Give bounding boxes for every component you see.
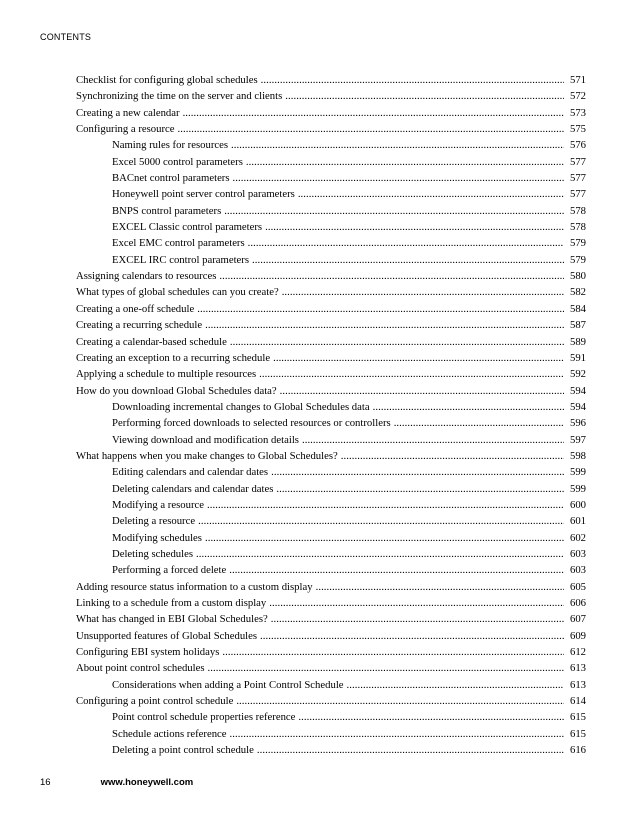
toc-dot-leader: [266, 595, 564, 611]
toc-entry-page: 592: [569, 368, 586, 381]
toc-entry[interactable]: [76, 366, 586, 382]
toc-entry-title: Modifying schedules: [112, 531, 202, 544]
toc-entry-title: BACnet control parameters: [112, 172, 230, 185]
toc-entry[interactable]: [76, 726, 586, 742]
toc-entry-page: 615: [569, 711, 586, 724]
toc-entry[interactable]: [76, 513, 586, 529]
toc-entry-title: Considerations when adding a Point Control Schedule: [112, 678, 344, 691]
toc-entry[interactable]: [76, 72, 586, 88]
toc-dot-leader: [256, 366, 564, 382]
toc-dot-leader: [202, 317, 564, 333]
toc-entry-title: Deleting a resource: [112, 515, 196, 528]
toc-dot-leader: [249, 252, 564, 268]
toc-entry-title: EXCEL IRC control parameters: [112, 253, 250, 266]
footer-page-number: 16: [40, 777, 51, 788]
toc-entry-title: Creating a one-off schedule: [76, 302, 195, 315]
toc-entry-page: 613: [569, 678, 586, 691]
toc-dot-leader: [193, 546, 564, 562]
toc-entry[interactable]: [76, 383, 586, 399]
toc-dot-leader: [221, 203, 564, 219]
toc-entry-page: 589: [569, 335, 586, 348]
toc-dot-leader: [262, 219, 564, 235]
toc-entry-page: 578: [569, 221, 586, 234]
toc-dot-leader: [370, 399, 564, 415]
toc-entry-title: Modifying a resource: [112, 498, 205, 511]
toc-entry[interactable]: [76, 579, 586, 595]
toc-entry-page: 573: [569, 106, 586, 119]
toc-entry-title: Linking to a schedule from a custom display: [76, 597, 267, 609]
toc-entry-page: 598: [569, 449, 586, 462]
toc-entry[interactable]: [76, 415, 586, 431]
toc-entry-page: 614: [569, 695, 586, 708]
page-footer: [40, 777, 193, 788]
toc-dot-leader: [282, 88, 564, 104]
toc-entry-title: Configuring a point control schedule: [76, 695, 234, 708]
toc-entry[interactable]: [76, 284, 586, 300]
toc-dot-leader: [219, 644, 564, 660]
toc-entry-title: About point control schedules: [76, 662, 205, 675]
toc-entry-title: What has changed in EBI Global Schedules?: [76, 613, 268, 626]
toc-entry[interactable]: [76, 660, 586, 676]
toc-entry-title: Performing a forced delete: [112, 564, 227, 577]
toc-entry-title: What happens when you make changes to Global Schedules?: [76, 449, 338, 462]
toc-entry-page: 607: [569, 613, 586, 626]
toc-entry[interactable]: [76, 693, 586, 709]
toc-entry[interactable]: [76, 105, 586, 121]
toc-entry-page: 571: [569, 74, 586, 86]
toc-entry-page: 577: [569, 188, 586, 201]
toc-dot-leader: [295, 186, 564, 202]
toc-dot-leader: [313, 579, 564, 595]
toc-entry-title: Performing forced downloads to selected resources or controllers: [112, 417, 391, 430]
toc-entry-page: 603: [569, 547, 586, 560]
toc-entry-page: 577: [569, 155, 586, 168]
toc-entry-title: Unsupported features of Global Schedules: [76, 629, 258, 642]
running-header: CONTENTS: [40, 32, 92, 42]
toc-entry-page: 601: [569, 515, 586, 528]
toc-entry-title: Assigning calendars to resources: [76, 270, 217, 283]
toc-entry-page: 594: [569, 384, 586, 397]
toc-entry[interactable]: [76, 481, 586, 497]
toc-entry[interactable]: [76, 317, 586, 333]
toc-dot-leader: [195, 513, 564, 529]
toc-entry-page: 578: [569, 204, 586, 217]
toc-entry-title: Naming rules for resources: [112, 139, 229, 152]
toc-entry[interactable]: [76, 252, 586, 268]
toc-entry[interactable]: [76, 219, 586, 235]
toc-entry[interactable]: [76, 137, 586, 153]
toc-entry-page: 591: [569, 351, 586, 364]
toc-entry-page: 594: [569, 400, 586, 413]
toc-entry[interactable]: [76, 154, 586, 170]
toc-entry-title: Deleting a point control schedule: [112, 744, 254, 757]
toc-dot-leader: [202, 530, 564, 546]
toc-entry-title: Editing calendars and calendar dates: [112, 466, 269, 479]
toc-entry-title: Viewing download and modification details: [112, 433, 299, 446]
toc-entry-page: 579: [569, 253, 586, 266]
toc-entry-page: 599: [569, 466, 586, 479]
toc-entry[interactable]: [76, 121, 586, 137]
toc-dot-leader: [338, 448, 564, 464]
toc-dot-leader: [228, 137, 564, 153]
toc-dot-leader: [391, 415, 564, 431]
toc-entry-page: 609: [569, 629, 586, 642]
toc-dot-leader: [205, 660, 564, 676]
toc-dot-leader: [227, 726, 564, 742]
toc-entry-page: 616: [569, 744, 586, 757]
toc-entry-page: 582: [569, 286, 586, 299]
toc-dot-leader: [226, 562, 564, 578]
toc-dot-leader: [257, 628, 564, 644]
toc-dot-leader: [258, 72, 564, 88]
toc-entry[interactable]: [76, 562, 586, 578]
toc-entry-title: Honeywell point server control parameters: [112, 188, 295, 201]
toc-entry-title: Configuring a resource: [76, 123, 175, 136]
toc-entry[interactable]: [76, 709, 586, 725]
toc-dot-leader: [233, 693, 564, 709]
toc-entry-page: 597: [569, 433, 586, 446]
toc-entry-title: Creating a recurring schedule: [76, 319, 203, 332]
toc-entry[interactable]: [76, 611, 586, 627]
toc-entry[interactable]: [76, 88, 586, 104]
table-of-contents: [76, 72, 586, 758]
footer-url: www.honeywell.com: [100, 777, 194, 788]
toc-entry-title: Configuring EBI system holidays: [76, 646, 220, 659]
toc-entry-page: 576: [569, 139, 586, 152]
toc-entry-page: 612: [569, 646, 586, 659]
toc-entry-title: Creating a calendar-based schedule: [76, 335, 227, 348]
toc-dot-leader: [216, 268, 564, 284]
toc-entry-page: 587: [569, 319, 586, 332]
toc-entry-title: Schedule actions reference: [112, 727, 227, 740]
toc-entry-page: 599: [569, 482, 586, 495]
toc-entry[interactable]: [76, 644, 586, 660]
toc-entry[interactable]: [76, 530, 586, 546]
toc-entry-title: Applying a schedule to multiple resources: [76, 368, 257, 381]
toc-entry-title: Adding resource status information to a custom display: [76, 580, 313, 593]
toc-entry[interactable]: [76, 235, 586, 251]
toc-dot-leader: [254, 742, 564, 758]
toc-dot-leader: [243, 154, 564, 170]
toc-dot-leader: [295, 709, 564, 725]
toc-dot-leader: [344, 677, 564, 693]
toc-entry-title: Excel 5000 control parameters: [112, 155, 243, 168]
toc-entry[interactable]: [76, 448, 586, 464]
toc-entry-title: How do you download Global Schedules data?: [76, 384, 277, 397]
toc-entry-page: 575: [569, 123, 586, 136]
toc-entry-title: Excel EMC control parameters: [112, 237, 245, 250]
toc-entry[interactable]: [76, 203, 586, 219]
toc-dot-leader: [268, 611, 564, 627]
toc-dot-leader: [299, 432, 564, 448]
toc-dot-leader: [180, 105, 564, 121]
toc-entry[interactable]: [76, 432, 586, 448]
toc-entry[interactable]: [76, 628, 586, 644]
toc-entry[interactable]: [76, 677, 586, 693]
toc-entry[interactable]: [76, 595, 586, 611]
toc-entry-page: 579: [569, 237, 586, 250]
toc-dot-leader: [230, 170, 564, 186]
toc-entry-page: 580: [569, 270, 586, 283]
toc-entry[interactable]: [76, 170, 586, 186]
toc-entry-page: 572: [569, 90, 586, 103]
toc-entry-title: Downloading incremental changes to Global Schedules data: [112, 400, 370, 413]
toc-entry-page: 615: [569, 727, 586, 740]
toc-dot-leader: [227, 334, 564, 350]
toc-entry-title: What types of global schedules can you create?: [76, 286, 279, 299]
toc-entry-title: Creating an exception to a recurring schedule: [76, 351, 271, 364]
toc-entry-title: Synchronizing the time on the server and clients: [76, 90, 283, 103]
toc-entry[interactable]: [76, 186, 586, 202]
toc-dot-leader: [194, 301, 564, 317]
toc-entry-page: 605: [569, 580, 586, 593]
toc-dot-leader: [279, 284, 564, 300]
toc-dot-leader: [268, 464, 564, 480]
toc-entry-title: Creating a new calendar: [76, 106, 180, 119]
toc-dot-leader: [277, 383, 564, 399]
toc-entry[interactable]: [76, 334, 586, 350]
toc-entry[interactable]: [76, 301, 586, 317]
toc-dot-leader: [204, 497, 564, 513]
toc-entry[interactable]: [76, 350, 586, 366]
toc-dot-leader: [175, 121, 564, 137]
toc-entry-title: Deleting schedules: [112, 547, 194, 560]
toc-entry-page: 606: [569, 597, 586, 609]
toc-entry[interactable]: [76, 742, 586, 758]
toc-entry-title: EXCEL Classic control parameters: [112, 221, 263, 234]
toc-entry-page: 577: [569, 172, 586, 185]
toc-dot-leader: [245, 235, 564, 251]
toc-entry[interactable]: [76, 546, 586, 562]
toc-entry-title: Checklist for configuring global schedules: [76, 74, 258, 86]
toc-dot-leader: [273, 481, 564, 497]
toc-entry-page: 603: [569, 564, 586, 577]
toc-entry-page: 584: [569, 302, 586, 315]
toc-entry[interactable]: [76, 268, 586, 284]
toc-entry[interactable]: [76, 399, 586, 415]
toc-entry-title: BNPS control parameters: [112, 204, 222, 217]
toc-entry-page: 596: [569, 417, 586, 430]
toc-entry-page: 602: [569, 531, 586, 544]
toc-entry-title: Point control schedule properties reference: [112, 711, 296, 724]
toc-entry-page: 600: [569, 498, 586, 511]
toc-entry-title: Deleting calendars and calendar dates: [112, 482, 274, 495]
toc-entry[interactable]: [76, 497, 586, 513]
toc-entry[interactable]: [76, 464, 586, 480]
toc-dot-leader: [270, 350, 564, 366]
toc-entry-page: 613: [569, 662, 586, 675]
